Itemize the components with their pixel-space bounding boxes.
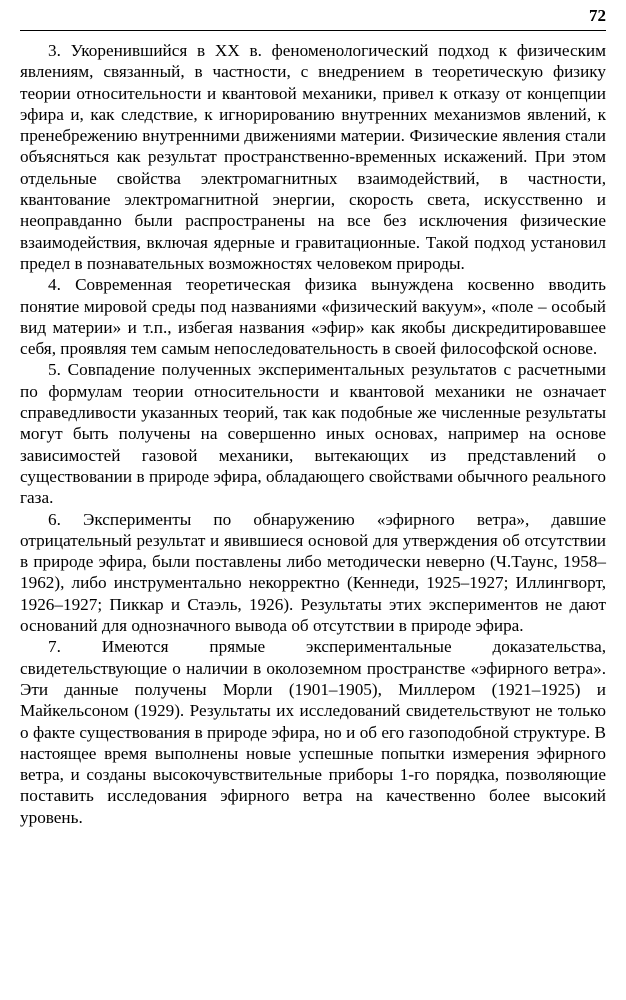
paragraph-4: 4. Современная теоретическая физика вынуждена косвенно вводить понятие мировой среды под названиями «физический вакуум», «поле – особый вид материи» и т.п., избегая названия «эфир» как якобы дискредитировавшее себя, проявляя тем самым непоследовательность в своей философской основе. xyxy=(20,275,606,359)
header-rule xyxy=(20,30,606,31)
body-text xyxy=(20,40,606,828)
paragraph-5: 5. Совпадение полученных экспериментальных результатов с расчетными по формулам теории относительности и квантовой механики не означает справедливости указанных теорий, так как подобные же численные результаты могут быть получены на совершенно иных основах, например на основе зависимостей газовой механики, вытекающих из представлений о существовании в природе эфира, обладающего свойствами обычного реального газа. xyxy=(20,360,606,508)
paragraph-7: 7. Имеются прямые экспериментальные доказательства, свидетельствующие о наличии в околоземном пространстве «эфирного ветра». Эти данные получены Морли (1901–1905), Миллером (1921–1925) и Майкельсоном (1929). Результаты их исследований свидетельствуют не только о факте существования в природе эфира, но и об его газоподобной структуре. В настоящее время выполнены новые успешные попытки измерения эфирного ветра, и созданы высокочувствительные приборы 1-го порядка, позволяющие поставить исследования эфирного ветра на качественно более высокий уровень. xyxy=(20,637,606,827)
paragraph-6: 6. Эксперименты по обнаружению «эфирного ветра», давшие отрицательный результат и явившиеся основой для утверждения об отсутствии в природе эфира, были поставлены либо методически неверно (Ч.Таунс, 1958–1962), либо инструментально некорректно (Кеннеди, 1925–1927; Иллингворт, 1926–1927; Пиккар и Стаэль, 1926). Результаты этих экспериментов не дают оснований для однозначного вывода об отсутствии в природе эфира. xyxy=(20,509,606,636)
paragraph-3: 3. Укоренившийся в XX в. феноменологический подход к физическим явлениям, связанный, в частности, с внедрением в теоретическую физику теории относительности и квантовой механики, привел к отказу от концепции эфира и, как следствие, к игнорированию внутренних механизмов явлений, к пренебрежению внутренними движениями материи. Физические явления стали объясняться как результат пространственно-временных искажений. При этом отдельные свойства электромагнитных взаимодействий, в частности, квантование электромагнитной энергии, скорость света, искусственно и неоправданно были распространены на все без исключения физические взаимодействия, включая ядерные и гравитационные. Такой подход установил предел в познавательных возможностях человеком природы. xyxy=(20,41,606,273)
page-number: 72 xyxy=(589,6,606,25)
